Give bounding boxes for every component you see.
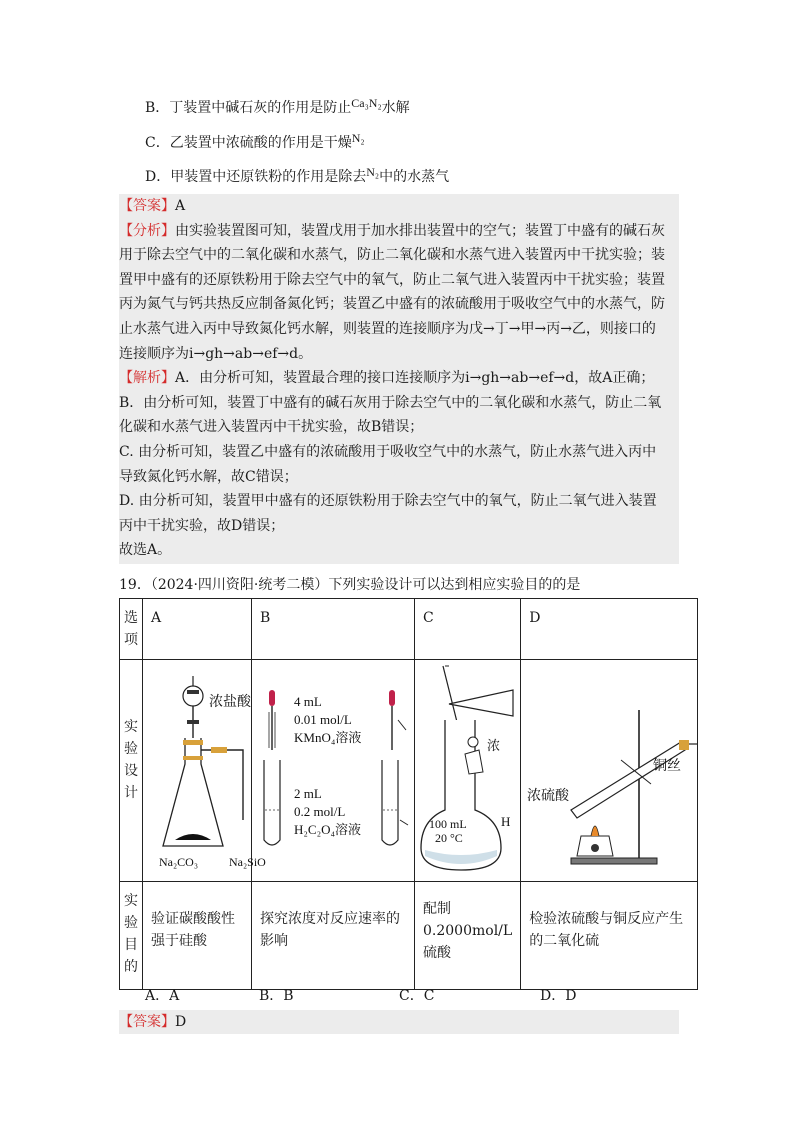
apparatus-c bbox=[415, 660, 513, 874]
purpose-label: 实 验 目 的 bbox=[120, 882, 143, 990]
label-b-bot1: 2 mL bbox=[294, 786, 322, 801]
option-d: D．甲装置中还原铁粉的作用是除去N₂中的水蒸气 bbox=[145, 165, 450, 185]
question-19: 19．（2024·四川资阳·统考二模）下列实验设计可以达到相应实验目的的是 bbox=[119, 577, 581, 593]
figure-d bbox=[521, 660, 698, 882]
header-label: 选 项 bbox=[120, 599, 143, 660]
table-row-design bbox=[120, 660, 698, 882]
analysis-line: 【分析】由实验装置图可知，装置戊用于加水排出装置中的空气；装置丁中盛有的碱石灰 bbox=[119, 222, 665, 239]
analysis-line: 用于除去空气中的二氧化碳和水蒸气，防止二氧化碳和水蒸气进入装置丙中干扰实验；装 bbox=[119, 247, 665, 264]
label-na2sio3: Na₂SiO bbox=[229, 855, 266, 869]
label-c-vol: 100 mL bbox=[429, 817, 467, 831]
analysis-line: 止水蒸气进入丙中导致氮化钙水解，则装置的连接顺序为戊→丁→甲→丙→乙，则接口的 bbox=[119, 320, 656, 337]
apparatus-d bbox=[521, 660, 697, 874]
answer-block bbox=[119, 194, 679, 564]
explain-line: D. 由分析可知，装置甲中盛有的还原铁粉用于除去空气中的氧气，防止二氧气进入装置 bbox=[119, 493, 657, 510]
choice-d: D．D bbox=[540, 988, 577, 1004]
explain-line: 化碳和水蒸气进入装置丙中干扰实验，故B错误； bbox=[119, 419, 424, 436]
analysis-line: 连接顺序为i→gh→ab→ef→d。 bbox=[119, 345, 313, 362]
formula-n2: N₂ bbox=[366, 165, 380, 179]
col-a-header: A bbox=[143, 599, 252, 660]
apparatus-b bbox=[252, 660, 414, 874]
answer-line: 【答案】A bbox=[119, 198, 186, 214]
label-c-acid: 浓 bbox=[487, 738, 501, 753]
option-c: C．乙装置中浓硫酸的作用是干燥N₂ bbox=[145, 131, 365, 151]
purpose-a: 验证碳酸酸性 强于硅酸 bbox=[143, 882, 252, 990]
label-b-top2: 0.01 mol/L bbox=[294, 712, 352, 727]
label-acid: 浓盐酸 bbox=[209, 695, 251, 710]
formula-ca3n2: Ca₃N₂ bbox=[351, 96, 382, 110]
purpose-b: 探究浓度对反应速率的 影响 bbox=[252, 882, 415, 990]
figure-a bbox=[143, 660, 266, 882]
label-b-top3: KMnO₄溶液 bbox=[294, 730, 362, 745]
explain-line: C. 由分析可知，装置乙中盛有的浓硫酸用于吸收空气中的水蒸气，防止水蒸气进入丙中 bbox=[119, 443, 657, 460]
label-c-temp: 20 °C bbox=[435, 831, 463, 845]
explain-line: 导致氮化钙水解，故C错误； bbox=[119, 468, 298, 485]
formula-n2: N₂ bbox=[351, 131, 365, 145]
figure-c bbox=[415, 660, 521, 882]
label-b-top1: 4 mL bbox=[294, 694, 322, 709]
label-d-acid: 浓硫酸 bbox=[527, 789, 570, 804]
col-c-header: C bbox=[415, 599, 521, 660]
explain-line: 故选A。 bbox=[119, 542, 172, 559]
purpose-c: 配制 0.2000mol/L 硫酸 bbox=[415, 882, 521, 990]
options-table bbox=[119, 598, 698, 990]
analysis-line: 置甲中盛有的还原铁粉用于除去空气中的氧气，防止二氧气进入装置丙中干扰实验；装置 bbox=[119, 271, 665, 288]
explain-line: 【解析】A．由分析可知，装置最合理的接口连接顺序为i→gh→ab→ef→d，故A正确； bbox=[119, 370, 655, 387]
label-b-bot3: H₂C₂O₄溶液 bbox=[294, 822, 362, 837]
apparatus-a bbox=[143, 660, 266, 874]
purpose-d: 检验浓硫酸与铜反应产生 的二氧化硫 bbox=[521, 882, 698, 990]
choice-a: A．A bbox=[145, 988, 180, 1004]
answer-block-2 bbox=[119, 1010, 679, 1034]
choice-c: C．C bbox=[399, 988, 435, 1004]
label-na2co3: Na₂CO₃ bbox=[159, 855, 199, 869]
analysis-line: 丙为氮气与钙共热反应制备氮化钙；装置乙中盛有的浓硫酸用于吸收空气中的水蒸气，防 bbox=[119, 296, 665, 313]
col-d-header: D bbox=[521, 599, 698, 660]
table-row-purpose bbox=[120, 882, 698, 990]
label-d-wire: 铜丝 bbox=[653, 759, 682, 774]
explain-line: B．由分析可知，装置丁中盛有的碱石灰用于除去空气中的二氧化碳和水蒸气，防止二氧 bbox=[119, 394, 662, 411]
label-b-bot2: 0.2 mol/L bbox=[294, 804, 346, 819]
label-c-h: H bbox=[501, 814, 511, 829]
explain-line: 丙中干扰实验，故D错误； bbox=[119, 517, 285, 534]
design-label: 实 验 设 计 bbox=[120, 660, 143, 882]
option-b: B．丁装置中碱石灰的作用是防止Ca₃N₂水解 bbox=[145, 96, 410, 116]
choice-b: B．B bbox=[259, 988, 294, 1004]
answer-line: 【答案】D bbox=[119, 1014, 187, 1030]
figure-b bbox=[252, 660, 415, 882]
col-b-header: B bbox=[252, 599, 415, 660]
table-row-header bbox=[120, 599, 698, 660]
